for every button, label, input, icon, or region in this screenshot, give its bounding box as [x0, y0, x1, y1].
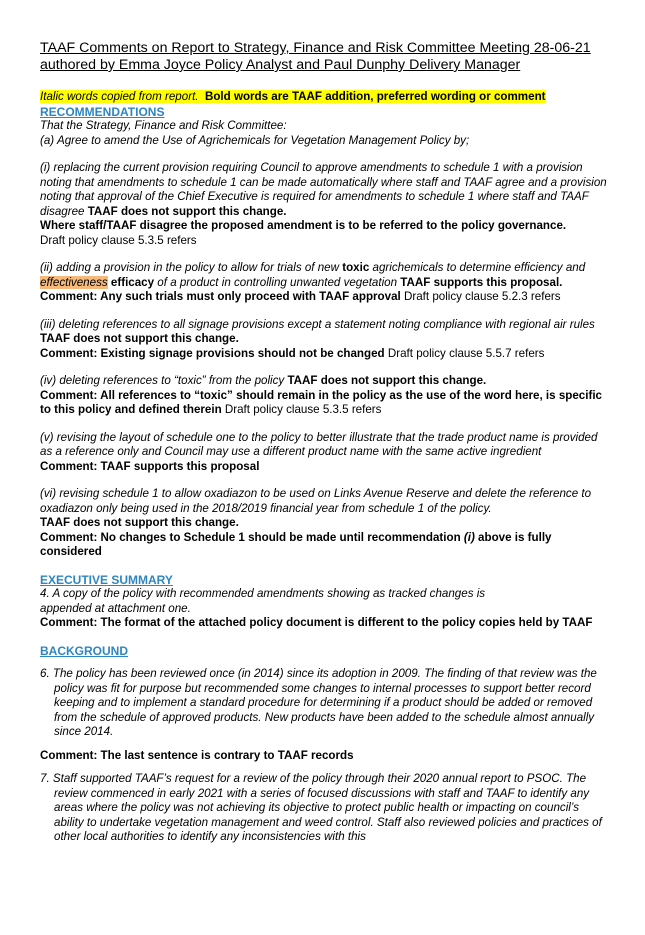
recommendation-iii-response: TAAF does not support this change. [40, 332, 239, 345]
recommendation-iii-text: (iii) deleting references to all signage provisions except a statement noting compliance with regional air rules [40, 317, 595, 331]
recommendation-iii [40, 318, 610, 347]
section-heading-recommendations[interactable]: RECOMMENDATIONS [40, 104, 165, 119]
recommendation-i-ref: Draft policy clause 5.3.5 refers [40, 233, 197, 247]
recommendation-ii-text-1: (ii) adding a provision in the policy to allow for trials of new [40, 261, 343, 274]
document-body [40, 90, 610, 845]
recommendation-v-comment: Comment: TAAF supports this proposal [40, 459, 260, 473]
recommendations-intro-2: (a) Agree to amend the Use of Agrichemicals for Vegetation Management Policy by; [40, 133, 470, 147]
recommendation-ii-ref: Draft policy clause 5.2.3 refers [400, 290, 561, 303]
legend-highlight [40, 90, 546, 103]
recommendation-vi-text: (vi) revising schedule 1 to allow oxadiazon to be used on Links Avenue Reserve and delete the reference to oxadiazon only being used in the 2018/2019 financial year from schedule 1 of the policy. [40, 487, 592, 515]
recommendation-iv [40, 374, 610, 389]
legend-italic-note: Italic words copied from report. [40, 90, 199, 103]
recommendation-iv-response: TAAF does not support this change. [287, 374, 487, 387]
document-title [40, 40, 615, 74]
recommendation-vi-response: TAAF does not support this change. [40, 516, 239, 529]
recommendation-vi-comment-2: above is fully considered [40, 530, 552, 558]
recommendation-i-response: TAAF does not support this change. [87, 204, 287, 218]
recommendation-ii-comment: Comment: Any such trials must only proceed with TAAF approval [40, 290, 401, 303]
recommendation-vi-comment-1: Comment: No changes to Schedule 1 should be made until recommendation [40, 530, 464, 544]
recommendation-ii [40, 261, 610, 290]
legend-bold-note: Bold words are TAAF addition, preferred wording or comment [204, 90, 546, 103]
background-paragraph-7: 7. Staff supported TAAF’s request for a review of the policy through their 2020 annual report to PSOC. The review commenced in early 2021 with a series of focused discussions with staff and TAAF to identify any areas where the policy was not achieving its objective to protect public health or impacting on council’s ability to undertake vegetation management and weed control. Staff also reviewed policies and practices of other local authorities to identify any inconsistencies with this [40, 772, 602, 843]
recommendation-ii-text-3: of a product in controlling unwanted vegetation [154, 275, 401, 289]
section-heading-background[interactable]: BACKGROUND [40, 643, 128, 658]
recommendation-ii-text-2: agrichemicals to determine efficiency and [369, 261, 586, 274]
title-line-2: authored by Emma Joyce Policy Analyst and Paul Dunphy Delivery Manager [40, 57, 521, 73]
title-line-1: TAAF Comments on Report to Strategy, Finance and Risk Committee Meeting 28-06-21 [40, 40, 591, 56]
recommendation-iii-ref: Draft policy clause 5.5.7 refers [384, 346, 545, 360]
exec-summary-text-2: appended at attachment one. [40, 601, 191, 615]
recommendations-intro-1: That the Strategy, Finance and Risk Committee: [40, 119, 287, 132]
recommendation-iv-ref: Draft policy clause 5.3.5 refers [221, 403, 382, 416]
recommendation-ii-response: TAAF supports this proposal. [400, 275, 563, 289]
recommendation-ii-toxic: toxic [342, 261, 370, 274]
recommendation-i [40, 161, 610, 219]
recommendation-iv-text: (iv) deleting references to “toxic” from the policy [40, 374, 288, 387]
section-heading-executive-summary[interactable]: EXECUTIVE SUMMARY [40, 572, 173, 587]
recommendation-i-comment: Where staff/TAAF disagree the proposed amendment is to be referred to the policy governance. [40, 219, 567, 232]
exec-summary-text-1: 4. A copy of the policy with recommended amendments showing as tracked changes is [40, 587, 486, 600]
recommendation-v-text: (v) revising the layout of schedule one to the policy to better illustrate that the trade product name is provided as a reference only and Council may use a different product name with the same active ingredient [40, 430, 598, 458]
recommendation-ii-effectiveness: effectiveness [40, 275, 108, 289]
recommendation-i-text: (i) replacing the current provision requiring Council to approve amendments to schedule 1 with a provision noting that amendments to schedule 1 can be made automatically where staff and TAAF agree and a provision noting that approval of the Chief Executive is required for amendments to schedule 1 where staff and TAAF disagree [40, 161, 607, 218]
recommendation-iii-comment: Comment: Existing signage provisions should not be changed [40, 346, 385, 360]
recommendation-vi-comment-ref: (i) [463, 530, 475, 544]
exec-summary-comment: Comment: The format of the attached policy document is different to the policy copies held by TAAF [40, 616, 593, 629]
recommendation-iv-comment: Comment: All references to “toxic” should remain in the policy as the use of the word here, is specific to this policy and defined therein [40, 388, 602, 416]
background-paragraph-6: 6. The policy has been reviewed once (in 2014) since its adoption in 2009. The finding of that review was the policy was fit for purpose but recommended some changes to internal processes to support better record keeping and to implement a standard procedure for determining if a product should be added or removed from the schedule of approved products. New products have been added to the schedule almost annually since 2014. [40, 667, 597, 738]
legend-line [40, 90, 610, 105]
background-comment: Comment: The last sentence is contrary to TAAF records [40, 748, 354, 762]
recommendation-ii-efficacy: efficacy [107, 275, 155, 289]
